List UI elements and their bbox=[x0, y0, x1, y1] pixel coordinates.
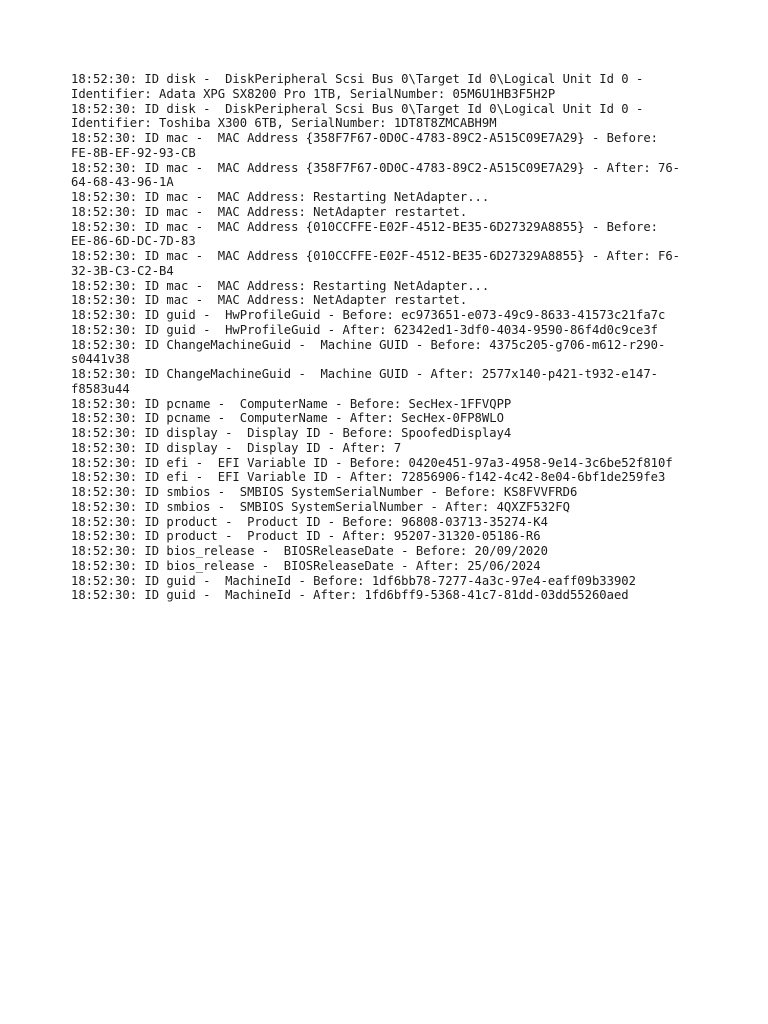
log-line: 18:52:30: ID mac - MAC Address: Restarting NetAdapter... bbox=[71, 190, 490, 204]
log-line: 18:52:30: ID pcname - ComputerName - Before: SecHex-1FFVQPP bbox=[71, 396, 512, 411]
log-line: 18:52:30: ID guid - HwProfileGuid - After: 62342ed1-3df0-4034-9590-86f4d0c9ce3f bbox=[71, 322, 658, 337]
log-line: f8583u44 bbox=[71, 381, 130, 396]
log-line: 18:52:30: ID guid - MachineId - After: 1fd6bff9-5368-41c7-81dd-03dd55260aed bbox=[71, 588, 629, 603]
log-line: 18:52:30: ID smbios - SMBIOS SystemSerialNumber - After: 4QXZF532FQ bbox=[71, 499, 570, 514]
log-line: 64-68-43-96-1A bbox=[71, 175, 174, 190]
log-output bbox=[71, 72, 701, 603]
log-line: 18:52:30: ID mac - MAC Address {010CCFFE-E02F-4512-BE35-6D27329A8855} - Before: bbox=[71, 219, 658, 234]
log-line: 18:52:30: ID disk - DiskPeripheral Scsi Bus 0\Target Id 0\Logical Unit Id 0 - bbox=[71, 101, 644, 116]
log-line: 18:52:30: ID display - Display ID - Before: SpoofedDisplay4 bbox=[71, 426, 512, 440]
log-line: 18:52:30: ID mac - MAC Address: NetAdapter restartet. bbox=[71, 293, 468, 308]
log-line: 18:52:30: ID mac - MAC Address {010CCFFE-E02F-4512-BE35-6D27329A8855} - After: F6- bbox=[71, 249, 681, 263]
log-line: Identifier: Adata XPG SX8200 Pro 1TB, SerialNumber: 05M6U1HB3F5H2P bbox=[71, 86, 556, 101]
log-line: 18:52:30: ID display - Display ID - After: 7 bbox=[71, 440, 402, 455]
log-line: FE-8B-EF-92-93-CB bbox=[71, 145, 196, 160]
log-line: 18:52:30: ID product - Product ID - Before: 96808-03713-35274-K4 bbox=[71, 514, 548, 529]
log-line: 18:52:30: ID ChangeMachineGuid - Machine GUID - After: 2577x140-p421-t932-e147- bbox=[71, 367, 658, 381]
log-line: 18:52:30: ID efi - EFI Variable ID - Before: 0420e451-97a3-4958-9e14-3c6be52f810f bbox=[71, 455, 673, 470]
log-line: 32-3B-C3-C2-B4 bbox=[71, 263, 174, 278]
log-line: 18:52:30: ID mac - MAC Address {358F7F67-0D0C-4783-89C2-A515C09E7A29} - After: 76- bbox=[71, 160, 681, 175]
log-line: 18:52:30: ID bios_release - BIOSReleaseDate - After: 25/06/2024 bbox=[71, 558, 541, 573]
log-line: 18:52:30: ID mac - MAC Address: NetAdapter restartet. bbox=[71, 204, 468, 219]
log-line: 18:52:30: ID guid - MachineId - Before: 1df6bb78-7277-4a3c-97e4-eaff09b33902 bbox=[71, 573, 636, 588]
log-line: Identifier: Toshiba X300 6TB, SerialNumber: 1DT8T8ZMCABH9M bbox=[71, 116, 497, 131]
log-line: s0441v38 bbox=[71, 352, 130, 367]
log-line: 18:52:30: ID efi - EFI Variable ID - After: 72856906-f142-4c42-8e04-6bf1de259fe3 bbox=[71, 470, 666, 485]
log-line: 18:52:30: ID ChangeMachineGuid - Machine GUID - Before: 4375c205-g706-m612-r290- bbox=[71, 337, 666, 352]
log-line: 18:52:30: ID guid - HwProfileGuid - Before: ec973651-e073-49c9-8633-41573c21fa7c bbox=[71, 308, 666, 322]
log-line: 18:52:30: ID product - Product ID - After: 95207-31320-05186-R6 bbox=[71, 529, 541, 544]
log-line: 18:52:30: ID mac - MAC Address: Restarting NetAdapter... bbox=[71, 278, 490, 293]
log-line: 18:52:30: ID bios_release - BIOSReleaseDate - Before: 20/09/2020 bbox=[71, 544, 548, 558]
log-line: 18:52:30: ID smbios - SMBIOS SystemSerialNumber - Before: KS8FVVFRD6 bbox=[71, 485, 578, 499]
log-line: 18:52:30: ID mac - MAC Address {358F7F67-0D0C-4783-89C2-A515C09E7A29} - Before: bbox=[71, 131, 658, 145]
log-line: 18:52:30: ID disk - DiskPeripheral Scsi Bus 0\Target Id 0\Logical Unit Id 0 - bbox=[71, 72, 644, 86]
log-line: EE-86-6D-DC-7D-83 bbox=[71, 234, 196, 249]
log-line: 18:52:30: ID pcname - ComputerName - After: SecHex-0FP8WLO bbox=[71, 411, 504, 426]
